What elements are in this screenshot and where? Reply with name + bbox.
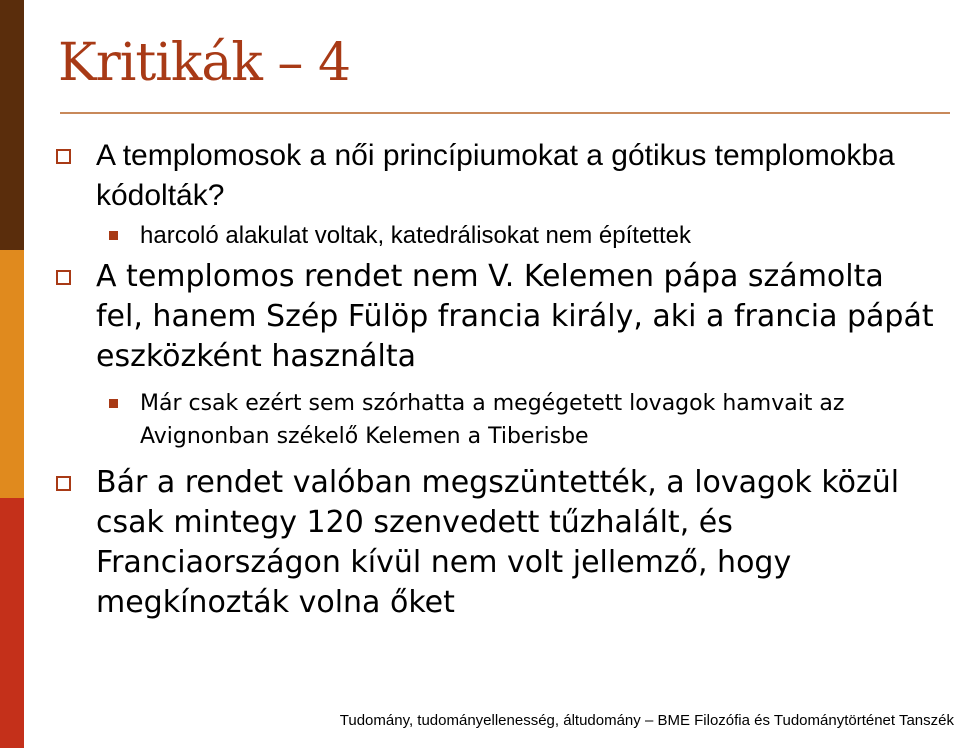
- slide-content: [56, 136, 936, 623]
- bullet-2: [56, 257, 936, 377]
- slide-title: Kritikák – 4: [58, 33, 351, 93]
- bullet-1-sub-1-text: harcoló alakulat voltak, katedrálisokat nem építettek: [140, 222, 691, 249]
- hollow-square-bullet-icon: [56, 476, 71, 491]
- bullet-3-text: Bár a rendet valóban megszüntették, a lovagok közül csak mintegy 120 szenvedett tűzhalált, és Franciaországon kívül nem volt jellemző, hogy megkínozták volna őket: [96, 465, 900, 620]
- hollow-square-bullet-icon: [56, 149, 71, 164]
- decorative-side-bar-bottom: [0, 498, 24, 748]
- solid-square-bullet-icon: [109, 231, 118, 240]
- decorative-side-bar-top: [0, 0, 24, 250]
- bullet-3: [56, 463, 936, 623]
- footer-text: Tudomány, tudományellenesség, áltudomány – BME Filozófia és Tudománytörténet Tanszék: [339, 712, 954, 729]
- decorative-side-bar-middle: [0, 250, 24, 498]
- bullet-1-text: A templomosok a női princípiumokat a gótikus templomokba kódolták?: [96, 139, 895, 212]
- title-divider: [60, 112, 950, 114]
- solid-square-bullet-icon: [109, 399, 118, 408]
- bullet-2-text: A templomos rendet nem V. Kelemen pápa számolta fel, hanem Szép Fülöp francia király, aki a francia pápát eszközként használta: [96, 259, 934, 374]
- hollow-square-bullet-icon: [56, 270, 71, 285]
- bullet-1-sub-1: [56, 220, 936, 252]
- bullet-2-sub-1-text: Már csak ezért sem szórhatta a megégetett lovagok hamvait az Avignonban székelő Kelemen a Tiberisbe: [140, 391, 845, 449]
- bullet-1: [56, 136, 936, 216]
- bullet-2-sub-1: [56, 387, 936, 453]
